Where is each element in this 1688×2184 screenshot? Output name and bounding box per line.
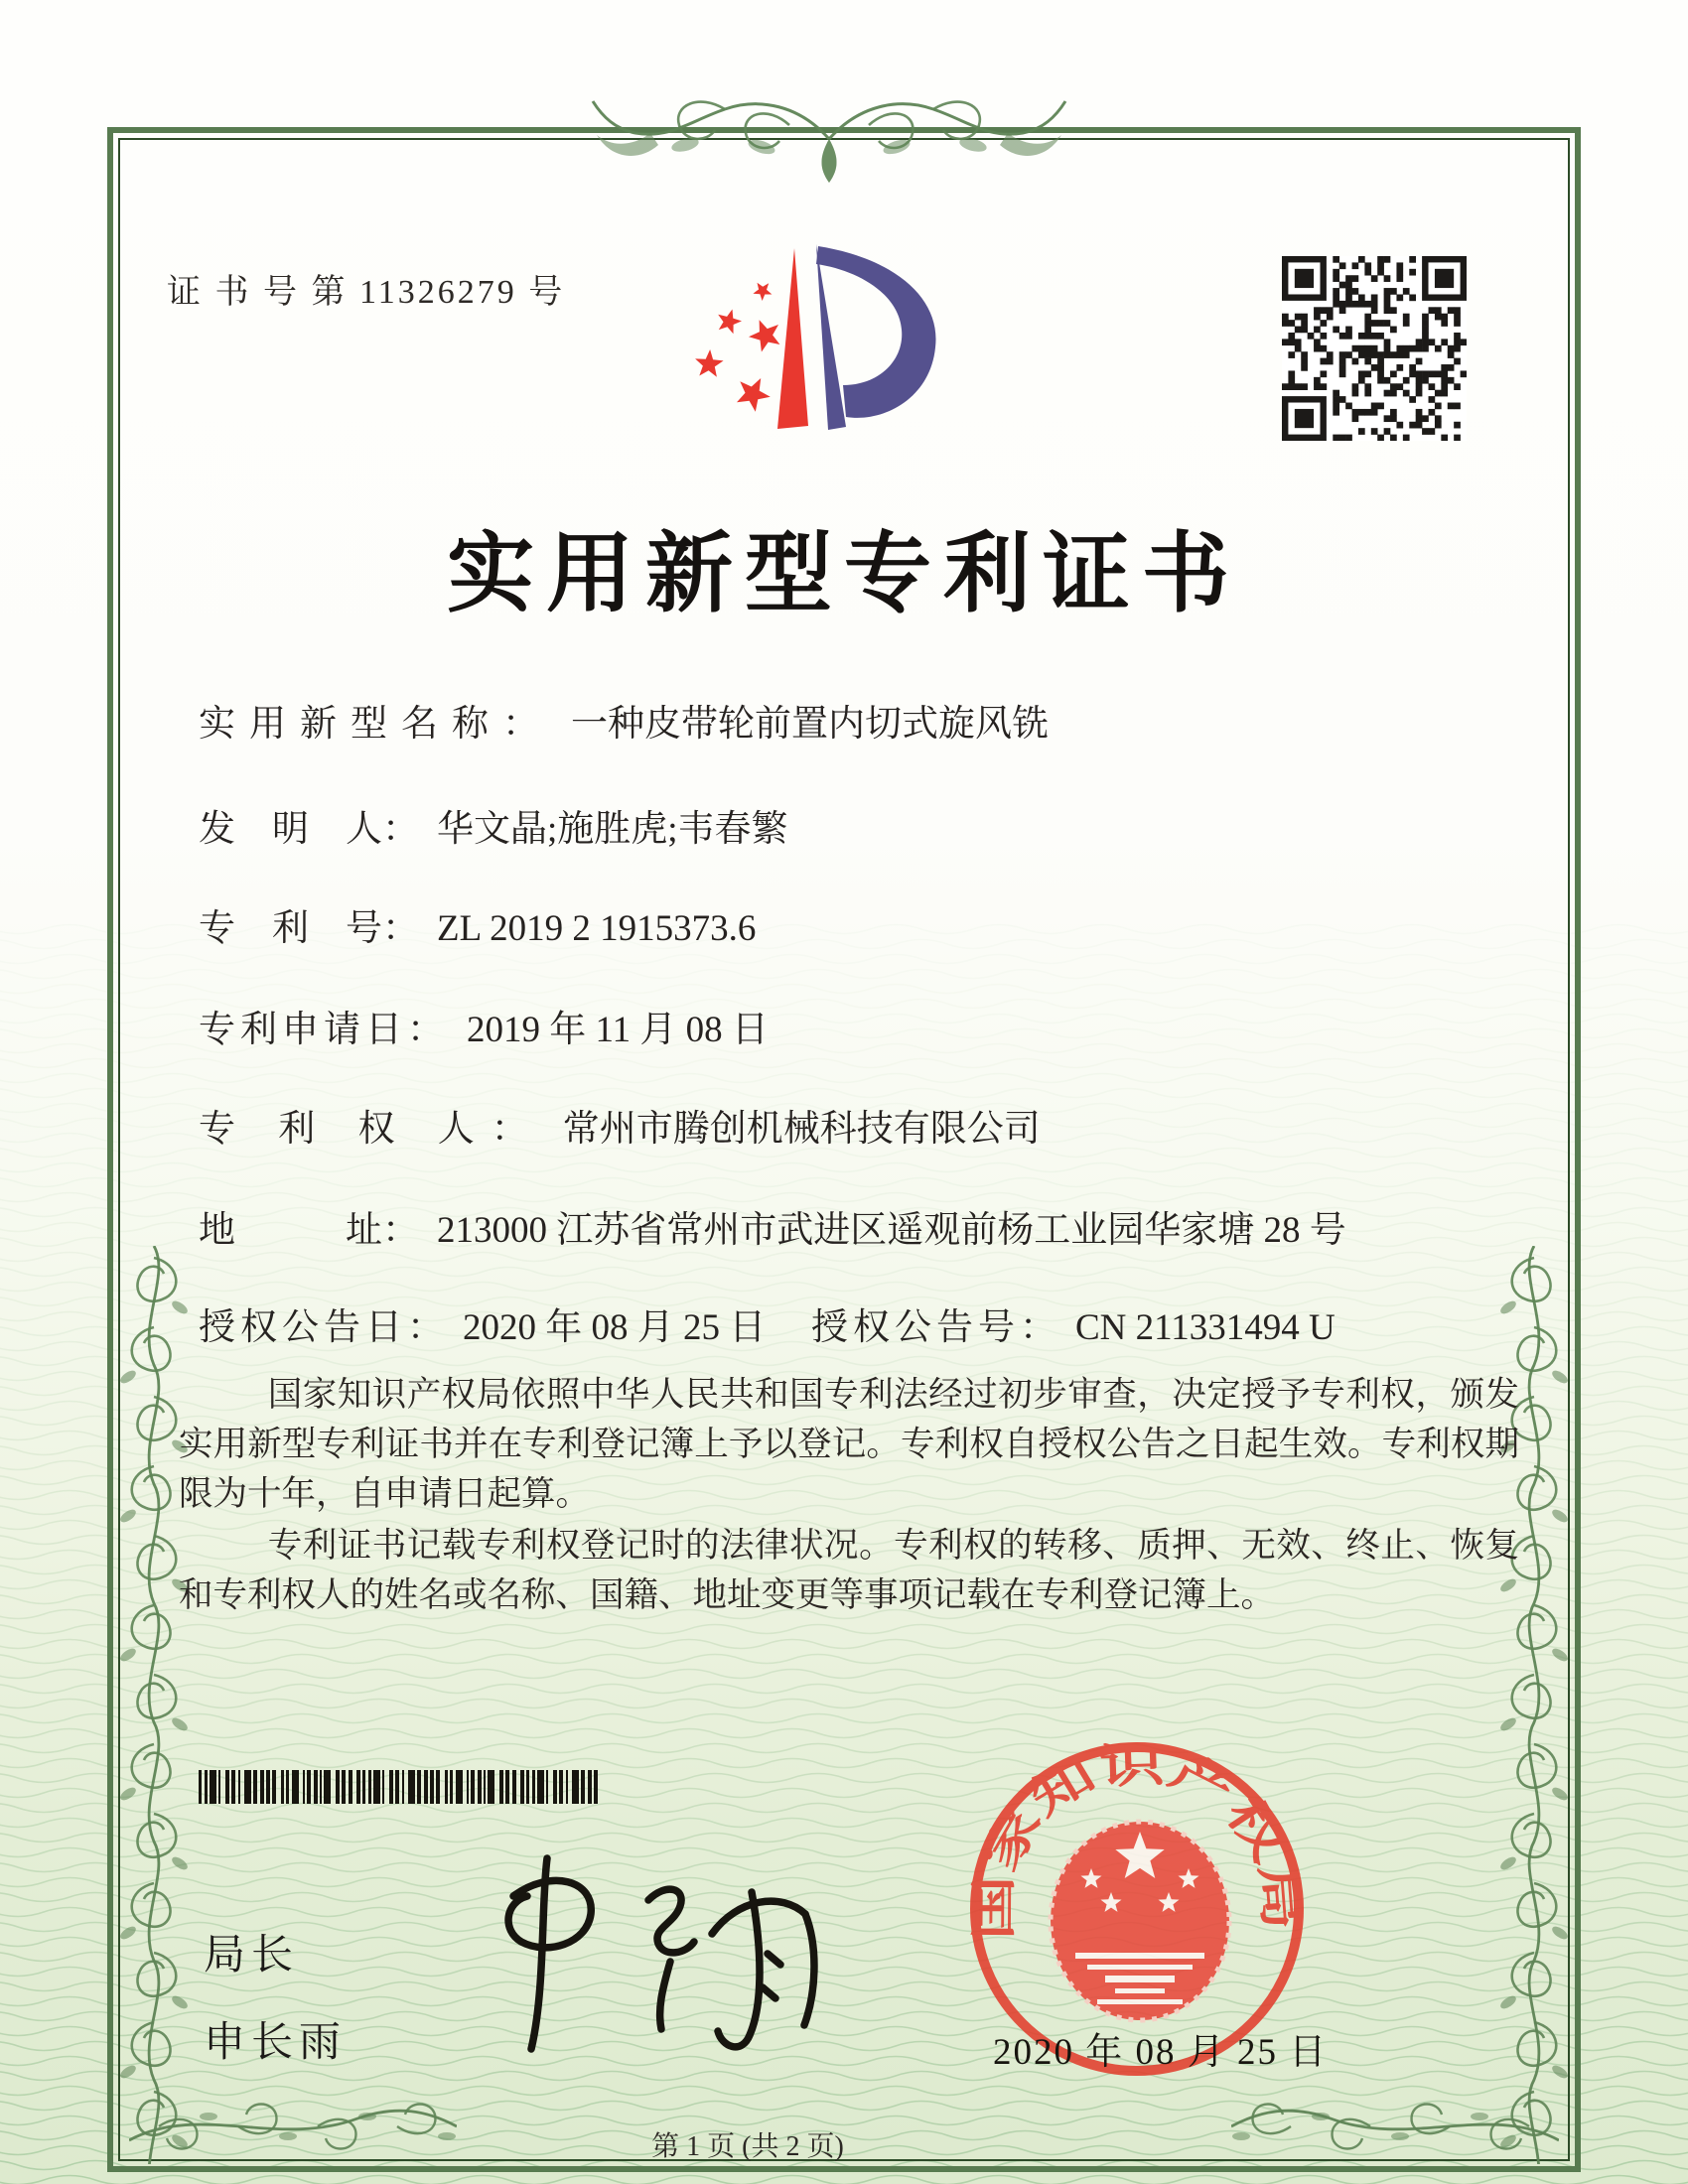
legal-paragraph-1: 国家知识产权局依照中华人民共和国专利法经过初步审查，决定授予专利权，颁发实用新型专利证书并在专利登记簿上予以登记。专利权自授权公告之日起生效。专利权期限为十年，自申请日起算。 — [179, 1376, 1519, 1513]
director-signature-icon — [452, 1843, 859, 2081]
field-row-patent-number — [199, 897, 756, 951]
certificate-number: 证 书 号 第 11326279 号 — [167, 274, 566, 311]
field-row-filing-date — [199, 999, 769, 1052]
seal-date: 2020 年 08 月 25 日 — [993, 2032, 1329, 2073]
page-title: 实用新型专利证书 — [446, 527, 1241, 623]
field-row-address — [199, 1199, 1346, 1253]
field-row-patentee — [199, 1098, 1041, 1152]
national-emblem-icon — [1051, 1822, 1229, 2020]
page-number: 第 1 页 (共 2 页) — [651, 2131, 844, 2162]
field-value: ZL 2019 2 1915373.6 — [437, 908, 757, 949]
legal-text — [179, 1370, 1519, 1622]
seal-org-text: 国家知识产权局 — [968, 1740, 1306, 1941]
grant-date-label: 授权公告日： — [199, 1307, 449, 1348]
barcode — [199, 1770, 612, 1804]
grant-info-row — [199, 1297, 1336, 1350]
field-row-invention-name — [199, 693, 1049, 747]
field-value: 213000 江苏省常州市武进区遥观前杨工业园华家塘 28 号 — [437, 1210, 1346, 1251]
grant-number-label: 授权公告号： — [811, 1307, 1061, 1348]
field-value: 常州市腾创机械科技有限公司 — [562, 1109, 1041, 1150]
grant-date-value: 2020 年 08 月 25 日 — [463, 1307, 767, 1348]
field-label: 发 明 人： — [199, 809, 419, 850]
field-label: 地 址： — [199, 1210, 419, 1251]
field-label: 实用新型名称： — [199, 704, 553, 745]
field-label: 专利申请日： — [199, 1010, 449, 1050]
legal-paragraph-2: 专利证书记载专利权登记时的法律状况。专利权的转移、质押、无效、终止、恢复和专利权人的姓名或名称、国籍、地址变更等事项记载在专利登记簿上。 — [179, 1527, 1519, 1614]
signer-name: 申长雨 — [204, 2018, 348, 2065]
field-label: 专 利 号： — [199, 908, 419, 949]
field-value: 一种皮带轮前置内切式旋风铣 — [571, 704, 1049, 745]
field-value: 华文晶;施胜虎;韦春繁 — [437, 809, 788, 850]
signer-title: 局长 — [204, 1931, 300, 1978]
field-label: 专 利 权 人： — [199, 1109, 545, 1150]
grant-number-group — [811, 1297, 1336, 1350]
field-value: 2019 年 11 月 08 日 — [467, 1010, 769, 1050]
field-row-inventors — [199, 798, 788, 852]
grant-number-value: CN 211331494 U — [1075, 1307, 1336, 1348]
